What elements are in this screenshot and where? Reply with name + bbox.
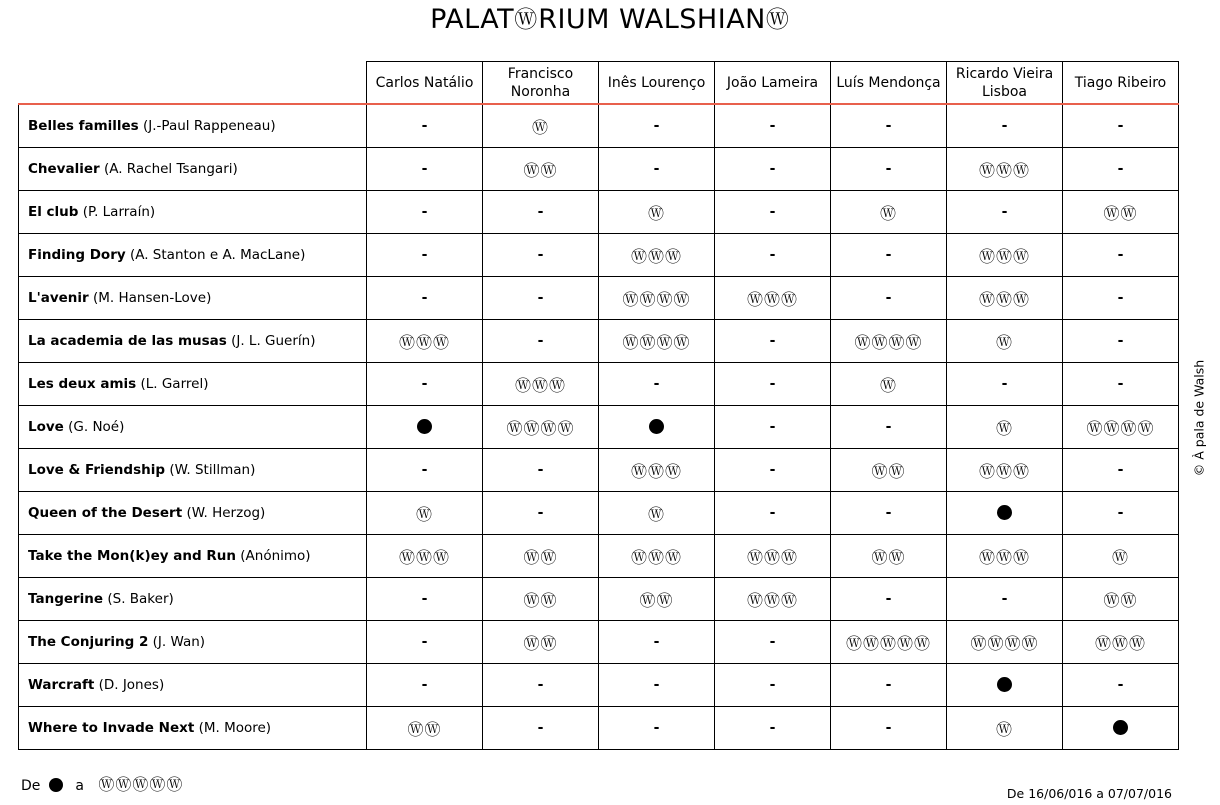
critic-header: João Lameira xyxy=(715,62,831,105)
rating-cell xyxy=(715,707,831,750)
rating: - xyxy=(885,505,892,521)
rating: Ⓦ xyxy=(879,203,897,223)
rating-cell xyxy=(715,664,831,707)
rating-cell xyxy=(715,363,831,406)
rating-cell xyxy=(483,104,599,148)
rating: - xyxy=(1117,290,1124,306)
rating: ⓌⓌⓌ xyxy=(746,289,798,309)
rating-cell xyxy=(947,406,1063,449)
film-cell xyxy=(19,320,367,363)
ratings-table xyxy=(18,61,1179,750)
rating: - xyxy=(1117,333,1124,349)
film-cell xyxy=(19,492,367,535)
film-director: (L. Garrel) xyxy=(136,376,209,392)
rating: - xyxy=(769,204,776,220)
critic-header: Inês Lourenço xyxy=(599,62,715,105)
rating: ⓌⓌⓌ xyxy=(978,289,1030,309)
rating-cell xyxy=(367,664,483,707)
rating: - xyxy=(537,720,544,736)
rating-cell xyxy=(483,492,599,535)
film-title: Belles familles xyxy=(28,118,139,134)
rating-cell xyxy=(831,148,947,191)
rating-cell xyxy=(831,363,947,406)
rating-cell xyxy=(831,492,947,535)
rating: - xyxy=(1001,376,1008,392)
rating-cell xyxy=(1063,492,1179,535)
rating-cell xyxy=(1063,234,1179,277)
critic-header: Tiago Ribeiro xyxy=(1063,62,1179,105)
rating-cell xyxy=(947,707,1063,750)
rating: - xyxy=(1117,462,1124,478)
rating: - xyxy=(1117,161,1124,177)
rating: - xyxy=(1117,505,1124,521)
rating-cell xyxy=(367,234,483,277)
rating-cell xyxy=(367,707,483,750)
rating: - xyxy=(537,204,544,220)
rating: - xyxy=(769,376,776,392)
rating-cell xyxy=(715,148,831,191)
rating: - xyxy=(421,591,428,607)
rating-cell xyxy=(1063,148,1179,191)
film-title: Tangerine xyxy=(28,591,104,607)
rating-cell xyxy=(831,621,947,664)
rating: - xyxy=(1117,376,1124,392)
rating: ⓌⓌⓌⓌ xyxy=(854,332,923,352)
film-row xyxy=(19,148,1179,191)
rating: ⓌⓌⓌ xyxy=(630,461,682,481)
rating-cell xyxy=(599,492,715,535)
rating-cell xyxy=(831,234,947,277)
rating: ⓌⓌⓌ xyxy=(1094,633,1146,653)
rating: ⓌⓌⓌⓌⓌ xyxy=(845,633,931,653)
legend-min-rating xyxy=(45,778,71,794)
rating: ⓌⓌⓌ xyxy=(978,160,1030,180)
rating: - xyxy=(421,634,428,650)
rating-cell xyxy=(599,578,715,621)
film-cell xyxy=(19,363,367,406)
rating: - xyxy=(1001,204,1008,220)
rating: - xyxy=(537,677,544,693)
rating: - xyxy=(537,462,544,478)
rating: ⓌⓌⓌ xyxy=(746,590,798,610)
rating: Ⓦ xyxy=(1111,547,1129,567)
rating: ⓌⓌⓌⓌ xyxy=(506,418,575,438)
rating: ⓌⓌⓌ xyxy=(978,461,1030,481)
rating: ⓌⓌⓌⓌ xyxy=(970,633,1039,653)
rating: - xyxy=(421,290,428,306)
rating-cell xyxy=(599,621,715,664)
rating: Ⓦ xyxy=(415,504,433,524)
film-cell xyxy=(19,191,367,234)
film-director: (A. Stanton e A. MacLane) xyxy=(125,247,306,263)
critic-header: Luís Mendonça xyxy=(831,62,947,105)
rating: ⓌⓌ xyxy=(523,590,558,610)
film-title: Love & Friendship xyxy=(28,462,166,478)
film-director: (Anónimo) xyxy=(235,548,311,564)
rating: - xyxy=(885,161,892,177)
rating-cell xyxy=(599,234,715,277)
rating-cell xyxy=(1063,664,1179,707)
rating: - xyxy=(421,118,428,134)
rating-cell xyxy=(715,191,831,234)
film-director: (W. Stillman) xyxy=(165,462,256,478)
film-director: (G. Noé) xyxy=(63,419,125,435)
rating: - xyxy=(421,677,428,693)
rating: - xyxy=(885,677,892,693)
rating-cell xyxy=(947,664,1063,707)
rating-cell xyxy=(367,363,483,406)
rating-cell xyxy=(947,449,1063,492)
rating: - xyxy=(885,290,892,306)
rating-cell xyxy=(715,449,831,492)
film-cell xyxy=(19,578,367,621)
rating: - xyxy=(421,247,428,263)
rating-cell xyxy=(1063,104,1179,148)
film-cell xyxy=(19,104,367,148)
rating-ball-icon xyxy=(1113,720,1128,735)
legend-from-label: De xyxy=(21,778,41,794)
corner-cell xyxy=(19,62,367,105)
rating: - xyxy=(653,720,660,736)
rating-cell xyxy=(367,104,483,148)
film-title: Take the Mon(k)ey and Run xyxy=(28,548,236,564)
rating-cell xyxy=(599,363,715,406)
rating: ⓌⓌⓌ xyxy=(398,332,450,352)
rating: - xyxy=(653,118,660,134)
film-cell xyxy=(19,148,367,191)
title-text: RIUM WALSHIAN xyxy=(538,4,766,35)
rating: - xyxy=(769,677,776,693)
rating: ⓌⓌⓌ xyxy=(978,547,1030,567)
film-cell xyxy=(19,707,367,750)
film-row xyxy=(19,664,1179,707)
film-title: Warcraft xyxy=(28,677,95,693)
legend-min-ball-icon xyxy=(49,778,63,792)
film-row xyxy=(19,191,1179,234)
film-cell xyxy=(19,277,367,320)
rating: - xyxy=(769,634,776,650)
film-row xyxy=(19,449,1179,492)
rating: ⓌⓌⓌ xyxy=(978,246,1030,266)
rating-cell xyxy=(947,621,1063,664)
rating: - xyxy=(653,634,660,650)
rating: ⓌⓌ xyxy=(639,590,674,610)
rating: - xyxy=(1001,118,1008,134)
rating: Ⓦ xyxy=(647,504,665,524)
rating-cell xyxy=(483,621,599,664)
film-director: (J.-Paul Rappeneau) xyxy=(138,118,276,134)
walsh-logo-icon: Ⓦ xyxy=(514,7,539,33)
rating-cell xyxy=(1063,621,1179,664)
film-director: (M. Hansen-Love) xyxy=(88,290,212,306)
rating-cell xyxy=(483,664,599,707)
film-title: Love xyxy=(28,419,64,435)
rating-cell xyxy=(483,234,599,277)
film-row xyxy=(19,104,1179,148)
rating-cell xyxy=(599,320,715,363)
critic-header: Francisco Noronha xyxy=(483,62,599,105)
rating: ⓌⓌ xyxy=(871,547,906,567)
rating: - xyxy=(1001,591,1008,607)
rating-cell xyxy=(599,191,715,234)
rating: - xyxy=(885,247,892,263)
film-cell xyxy=(19,621,367,664)
rating-cell xyxy=(947,492,1063,535)
rating: - xyxy=(653,376,660,392)
rating: ⓌⓌⓌ xyxy=(398,547,450,567)
rating: - xyxy=(537,333,544,349)
rating-cell xyxy=(947,277,1063,320)
rating: ⓌⓌⓌ xyxy=(630,246,682,266)
rating: - xyxy=(537,290,544,306)
film-row xyxy=(19,707,1179,750)
rating-cell xyxy=(715,320,831,363)
rating-cell xyxy=(715,406,831,449)
film-row xyxy=(19,277,1179,320)
rating-cell xyxy=(715,492,831,535)
rating: - xyxy=(769,419,776,435)
rating-cell xyxy=(1063,363,1179,406)
rating-cell xyxy=(599,664,715,707)
rating-ball-icon xyxy=(417,419,432,434)
rating-cell xyxy=(599,277,715,320)
film-title: Where to Invade Next xyxy=(28,720,195,736)
rating-cell xyxy=(483,578,599,621)
rating-cell xyxy=(367,406,483,449)
film-title: Chevalier xyxy=(28,161,100,177)
rating-cell xyxy=(831,406,947,449)
film-director: (W. Herzog) xyxy=(182,505,266,521)
rating-cell xyxy=(715,104,831,148)
rating: ⓌⓌ xyxy=(1103,203,1138,223)
rating: ⓌⓌ xyxy=(1103,590,1138,610)
rating-cell xyxy=(947,191,1063,234)
rating-cell xyxy=(1063,406,1179,449)
film-row xyxy=(19,234,1179,277)
rating-ball-icon xyxy=(997,505,1012,520)
film-cell xyxy=(19,234,367,277)
rating-cell xyxy=(599,406,715,449)
rating: ⓌⓌ xyxy=(407,719,442,739)
rating-cell xyxy=(1063,320,1179,363)
rating-cell xyxy=(947,320,1063,363)
rating: Ⓦ xyxy=(647,203,665,223)
rating-cell xyxy=(367,449,483,492)
rating-cell xyxy=(483,449,599,492)
film-row xyxy=(19,535,1179,578)
film-title: Queen of the Desert xyxy=(28,505,183,521)
rating-cell xyxy=(483,320,599,363)
film-director: (S. Baker) xyxy=(103,591,174,607)
rating: - xyxy=(885,118,892,134)
title-text: PALAT xyxy=(430,4,515,35)
rating-cell xyxy=(599,104,715,148)
rating: - xyxy=(421,376,428,392)
rating-cell xyxy=(599,449,715,492)
rating-cell xyxy=(1063,277,1179,320)
rating: Ⓦ xyxy=(995,332,1013,352)
rating-cell xyxy=(947,234,1063,277)
rating-cell xyxy=(831,535,947,578)
rating-cell xyxy=(1063,449,1179,492)
rating-cell xyxy=(715,535,831,578)
rating: - xyxy=(769,462,776,478)
rating: - xyxy=(769,505,776,521)
film-cell xyxy=(19,664,367,707)
rating: ⓌⓌ xyxy=(523,633,558,653)
critic-header: Carlos Natálio xyxy=(367,62,483,105)
rating: - xyxy=(769,118,776,134)
film-title: El club xyxy=(28,204,79,220)
rating-cell xyxy=(483,535,599,578)
rating: - xyxy=(1117,677,1124,693)
film-director: (D. Jones) xyxy=(94,677,165,693)
rating-cell xyxy=(715,277,831,320)
rating-cell xyxy=(831,664,947,707)
rating-cell xyxy=(1063,535,1179,578)
page-title xyxy=(0,2,1220,38)
rating-cell xyxy=(1063,578,1179,621)
rating-cell xyxy=(599,535,715,578)
rating: - xyxy=(1117,247,1124,263)
rating: - xyxy=(885,720,892,736)
rating: - xyxy=(769,247,776,263)
film-row xyxy=(19,492,1179,535)
film-row xyxy=(19,406,1179,449)
rating-cell xyxy=(831,449,947,492)
rating-cell xyxy=(947,104,1063,148)
rating-cell xyxy=(367,148,483,191)
rating-cell xyxy=(947,535,1063,578)
rating: Ⓦ xyxy=(995,418,1013,438)
rating: - xyxy=(885,419,892,435)
film-title: La academia de las musas xyxy=(28,333,227,349)
rating-cell xyxy=(1063,191,1179,234)
date-range: De 16/06/016 a 07/07/016 xyxy=(1006,786,1172,801)
copyright-credit: © À pala de Walsh xyxy=(1191,359,1207,477)
rating-cell xyxy=(715,621,831,664)
rating-cell xyxy=(715,234,831,277)
rating-cell xyxy=(715,578,831,621)
film-cell xyxy=(19,449,367,492)
rating-cell xyxy=(831,104,947,148)
rating-cell xyxy=(483,191,599,234)
critic-header: Ricardo Vieira Lisboa xyxy=(947,62,1063,105)
rating: ⓌⓌ xyxy=(871,461,906,481)
legend-to-label: a xyxy=(75,778,84,794)
critics-header-row xyxy=(19,62,1179,105)
rating-cell xyxy=(947,578,1063,621)
rating-cell xyxy=(947,363,1063,406)
rating: Ⓦ xyxy=(531,117,549,137)
rating: ⓌⓌⓌ xyxy=(630,547,682,567)
rating-cell xyxy=(367,621,483,664)
rating-ball-icon xyxy=(649,419,664,434)
rating-cell xyxy=(367,277,483,320)
rating-cell xyxy=(483,707,599,750)
rating-cell xyxy=(947,148,1063,191)
rating: - xyxy=(653,677,660,693)
film-title: Finding Dory xyxy=(28,247,126,263)
legend-max: ⓌⓌⓌⓌⓌ xyxy=(98,775,184,794)
film-director: (J. L. Guerín) xyxy=(226,333,316,349)
rating-cell xyxy=(367,320,483,363)
walsh-logo-icon: Ⓦ xyxy=(765,7,790,33)
rating-cell xyxy=(483,406,599,449)
rating: ⓌⓌ xyxy=(523,160,558,180)
film-row xyxy=(19,621,1179,664)
film-row xyxy=(19,578,1179,621)
film-director: (M. Moore) xyxy=(194,720,272,736)
rating-ball-icon xyxy=(997,677,1012,692)
rating: Ⓦ xyxy=(879,375,897,395)
rating-cell xyxy=(483,363,599,406)
rating: - xyxy=(537,247,544,263)
rating-cell xyxy=(483,148,599,191)
rating-cell xyxy=(367,535,483,578)
film-row xyxy=(19,320,1179,363)
film-title: Les deux amis xyxy=(28,376,137,392)
rating-cell xyxy=(1063,707,1179,750)
film-director: (J. Wan) xyxy=(148,634,206,650)
film-row xyxy=(19,363,1179,406)
rating-cell xyxy=(831,707,947,750)
rating: - xyxy=(885,591,892,607)
rating: - xyxy=(421,161,428,177)
legend-max-rating xyxy=(98,775,184,794)
film-director: (A. Rachel Tsangari) xyxy=(99,161,238,177)
rating: - xyxy=(421,204,428,220)
rating-cell xyxy=(831,277,947,320)
rating: - xyxy=(769,720,776,736)
film-title: The Conjuring 2 xyxy=(28,634,149,650)
rating-cell xyxy=(599,148,715,191)
rating: Ⓦ xyxy=(995,719,1013,739)
rating: - xyxy=(1117,118,1124,134)
rating-cell xyxy=(831,578,947,621)
rating-cell xyxy=(367,191,483,234)
rating-cell xyxy=(599,707,715,750)
rating: - xyxy=(421,462,428,478)
rating-cell xyxy=(367,492,483,535)
rating-legend xyxy=(21,775,183,796)
rating-cell xyxy=(483,277,599,320)
rating-cell xyxy=(831,320,947,363)
rating: - xyxy=(769,161,776,177)
rating: - xyxy=(769,333,776,349)
rating: ⓌⓌⓌⓌ xyxy=(1086,418,1155,438)
film-cell xyxy=(19,406,367,449)
rating: - xyxy=(537,505,544,521)
film-director: (P. Larraín) xyxy=(78,204,156,220)
rating: ⓌⓌⓌⓌ xyxy=(622,332,691,352)
rating-cell xyxy=(367,578,483,621)
rating-cell xyxy=(831,191,947,234)
rating: ⓌⓌⓌ xyxy=(746,547,798,567)
rating: - xyxy=(653,161,660,177)
rating: ⓌⓌ xyxy=(523,547,558,567)
film-title: L'avenir xyxy=(28,290,89,306)
rating: ⓌⓌⓌ xyxy=(514,375,566,395)
film-cell xyxy=(19,535,367,578)
rating: ⓌⓌⓌⓌ xyxy=(622,289,691,309)
